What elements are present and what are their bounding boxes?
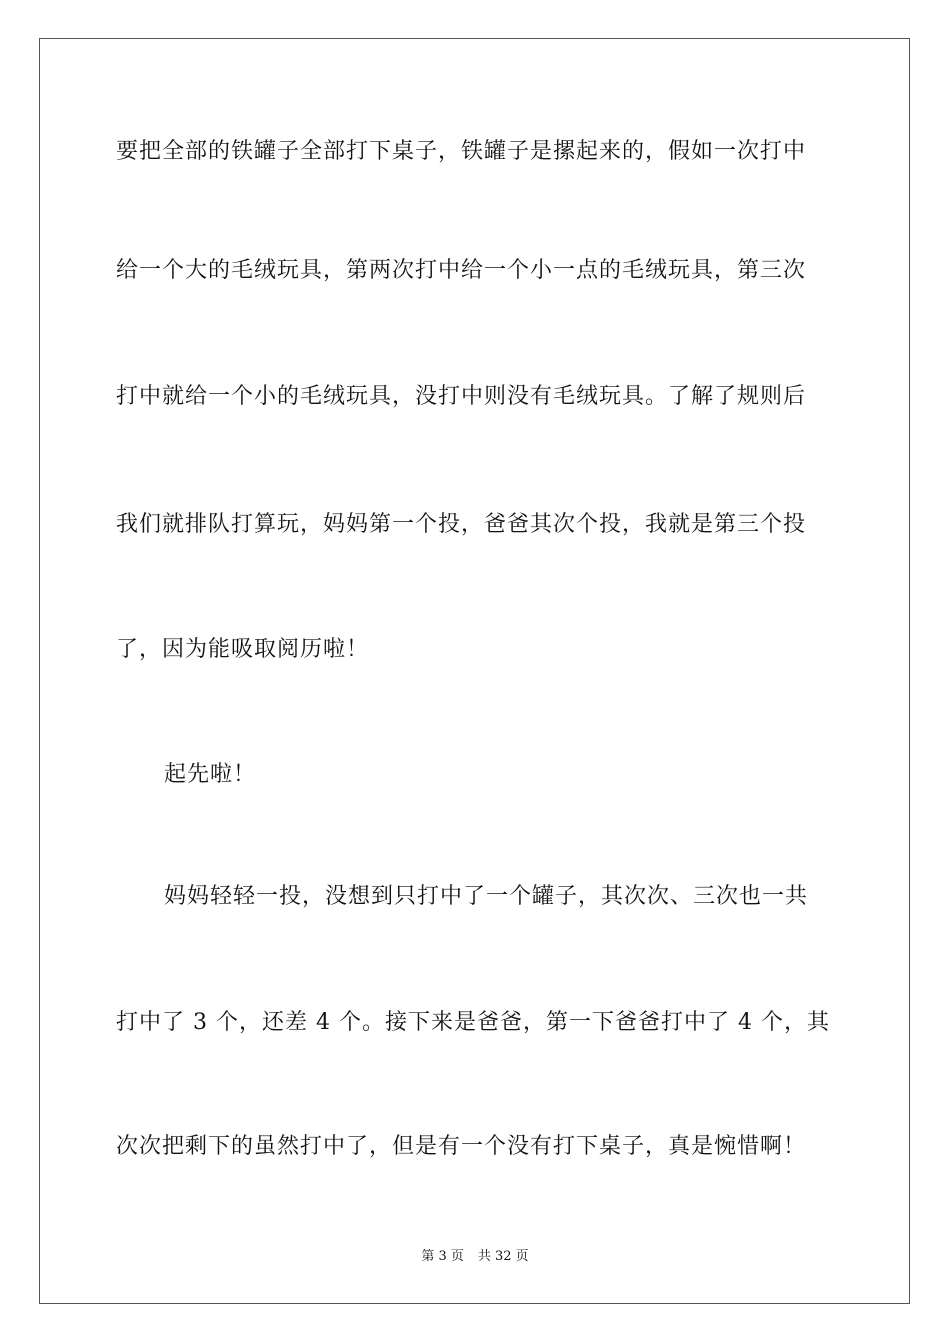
text-line: 要把全部的铁罐子全部打下桌子，铁罐子是摞起来的，假如一次打中 xyxy=(116,139,807,164)
page-footer xyxy=(0,1248,950,1266)
text-line: 我们就排队打算玩，妈妈第一个投，爸爸其次个投，我就是第三个投 xyxy=(116,512,807,537)
text-line: 次次把剩下的虽然打中了，但是有一个没有打下桌子，真是惋惜啊！ xyxy=(116,1134,807,1159)
page-number: 第 3 页 xyxy=(421,1249,464,1264)
text-line: 打中了 3 个，还差 4 个。接下来是爸爸，第一下爸爸打中了 4 个，其 xyxy=(116,1010,830,1035)
text-line: 妈妈轻轻一投，没想到只打中了一个罐子，其次次、三次也一共 xyxy=(164,884,809,909)
page-total: 共 32 页 xyxy=(477,1249,529,1264)
text-line: 起先啦！ xyxy=(164,762,257,787)
text-line: 了，因为能吸取阅历啦！ xyxy=(116,637,370,662)
page-border xyxy=(39,38,910,1304)
text-line: 打中就给一个小的毛绒玩具，没打中则没有毛绒玩具。了解了规则后 xyxy=(116,384,807,409)
text-line: 给一个大的毛绒玩具，第两次打中给一个小一点的毛绒玩具，第三次 xyxy=(116,258,807,283)
